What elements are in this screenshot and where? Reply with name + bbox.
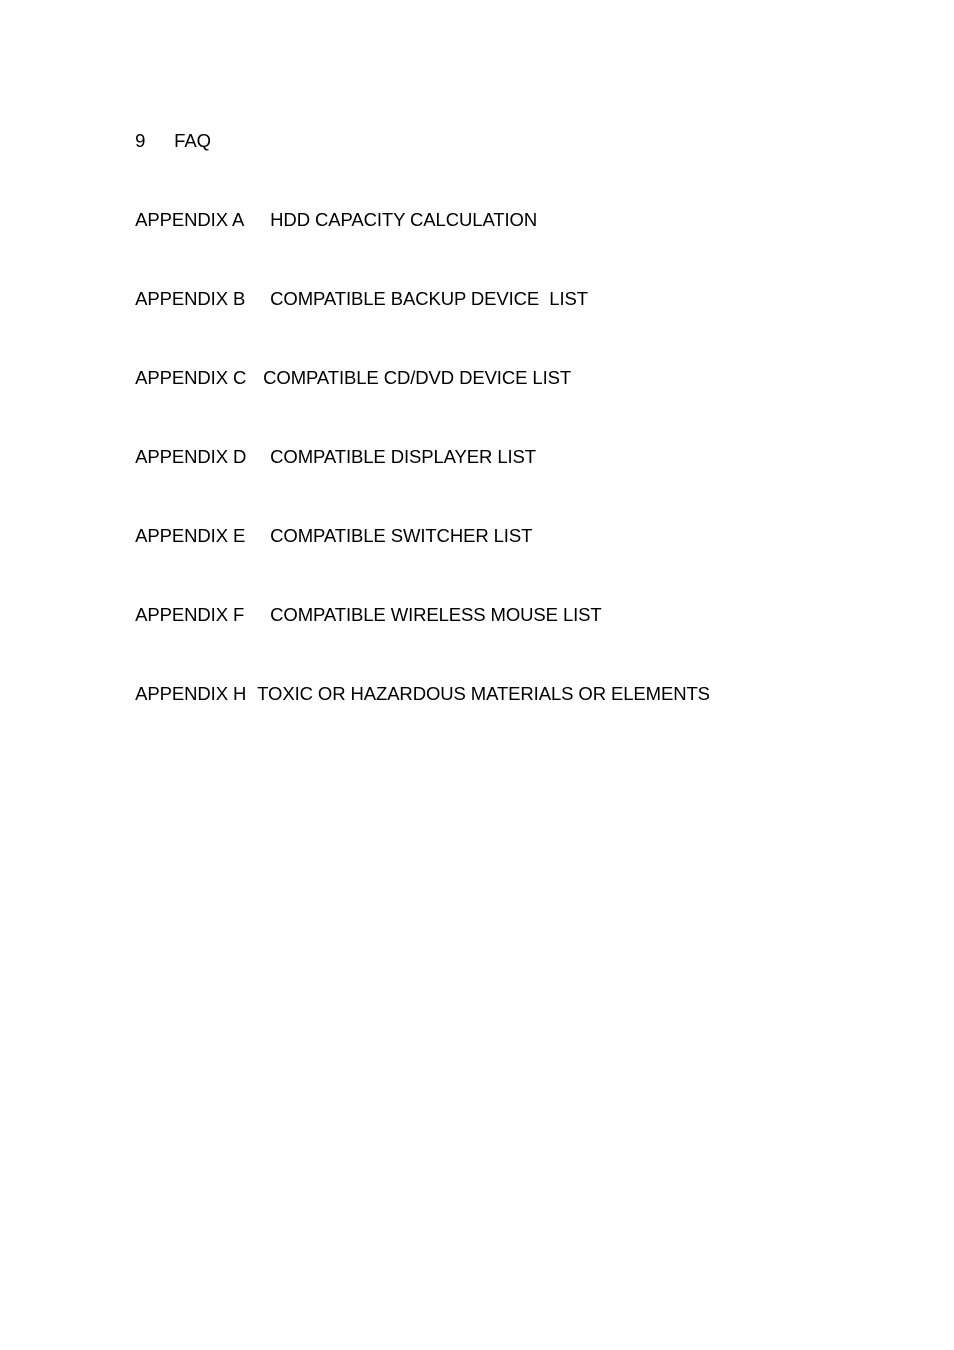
heading-appendix-d bbox=[115, 424, 536, 490]
heading-appendix-a bbox=[115, 187, 537, 253]
heading-appendix-e bbox=[115, 503, 532, 569]
heading-number: 9 bbox=[135, 130, 146, 151]
appendix-label: APPENDIX B bbox=[135, 288, 246, 309]
appendix-label: APPENDIX F bbox=[135, 604, 245, 625]
appendix-label: APPENDIX C bbox=[135, 367, 247, 388]
appendix-title: COMPATIBLE BACKUP DEVICE LIST bbox=[270, 288, 588, 309]
heading-faq bbox=[115, 108, 211, 174]
heading-title: FAQ bbox=[174, 130, 211, 151]
appendix-label: APPENDIX A bbox=[135, 209, 245, 230]
heading-appendix-f bbox=[115, 582, 602, 648]
appendix-title: COMPATIBLE DISPLAYER LIST bbox=[270, 446, 536, 467]
appendix-title: HDD CAPACITY CALCULATION bbox=[270, 209, 538, 230]
appendix-label: APPENDIX H bbox=[135, 683, 247, 704]
appendix-label: APPENDIX E bbox=[135, 525, 246, 546]
appendix-title: COMPATIBLE CD/DVD DEVICE LIST bbox=[263, 367, 572, 388]
appendix-title: TOXIC OR HAZARDOUS MATERIALS OR ELEMENTS bbox=[257, 683, 710, 704]
heading-appendix-h bbox=[115, 661, 710, 727]
heading-appendix-c bbox=[115, 345, 571, 411]
appendix-title: COMPATIBLE SWITCHER LIST bbox=[270, 525, 533, 546]
heading-appendix-b bbox=[115, 266, 588, 332]
appendix-label: APPENDIX D bbox=[135, 446, 247, 467]
appendix-title: COMPATIBLE WIRELESS MOUSE LIST bbox=[270, 604, 602, 625]
